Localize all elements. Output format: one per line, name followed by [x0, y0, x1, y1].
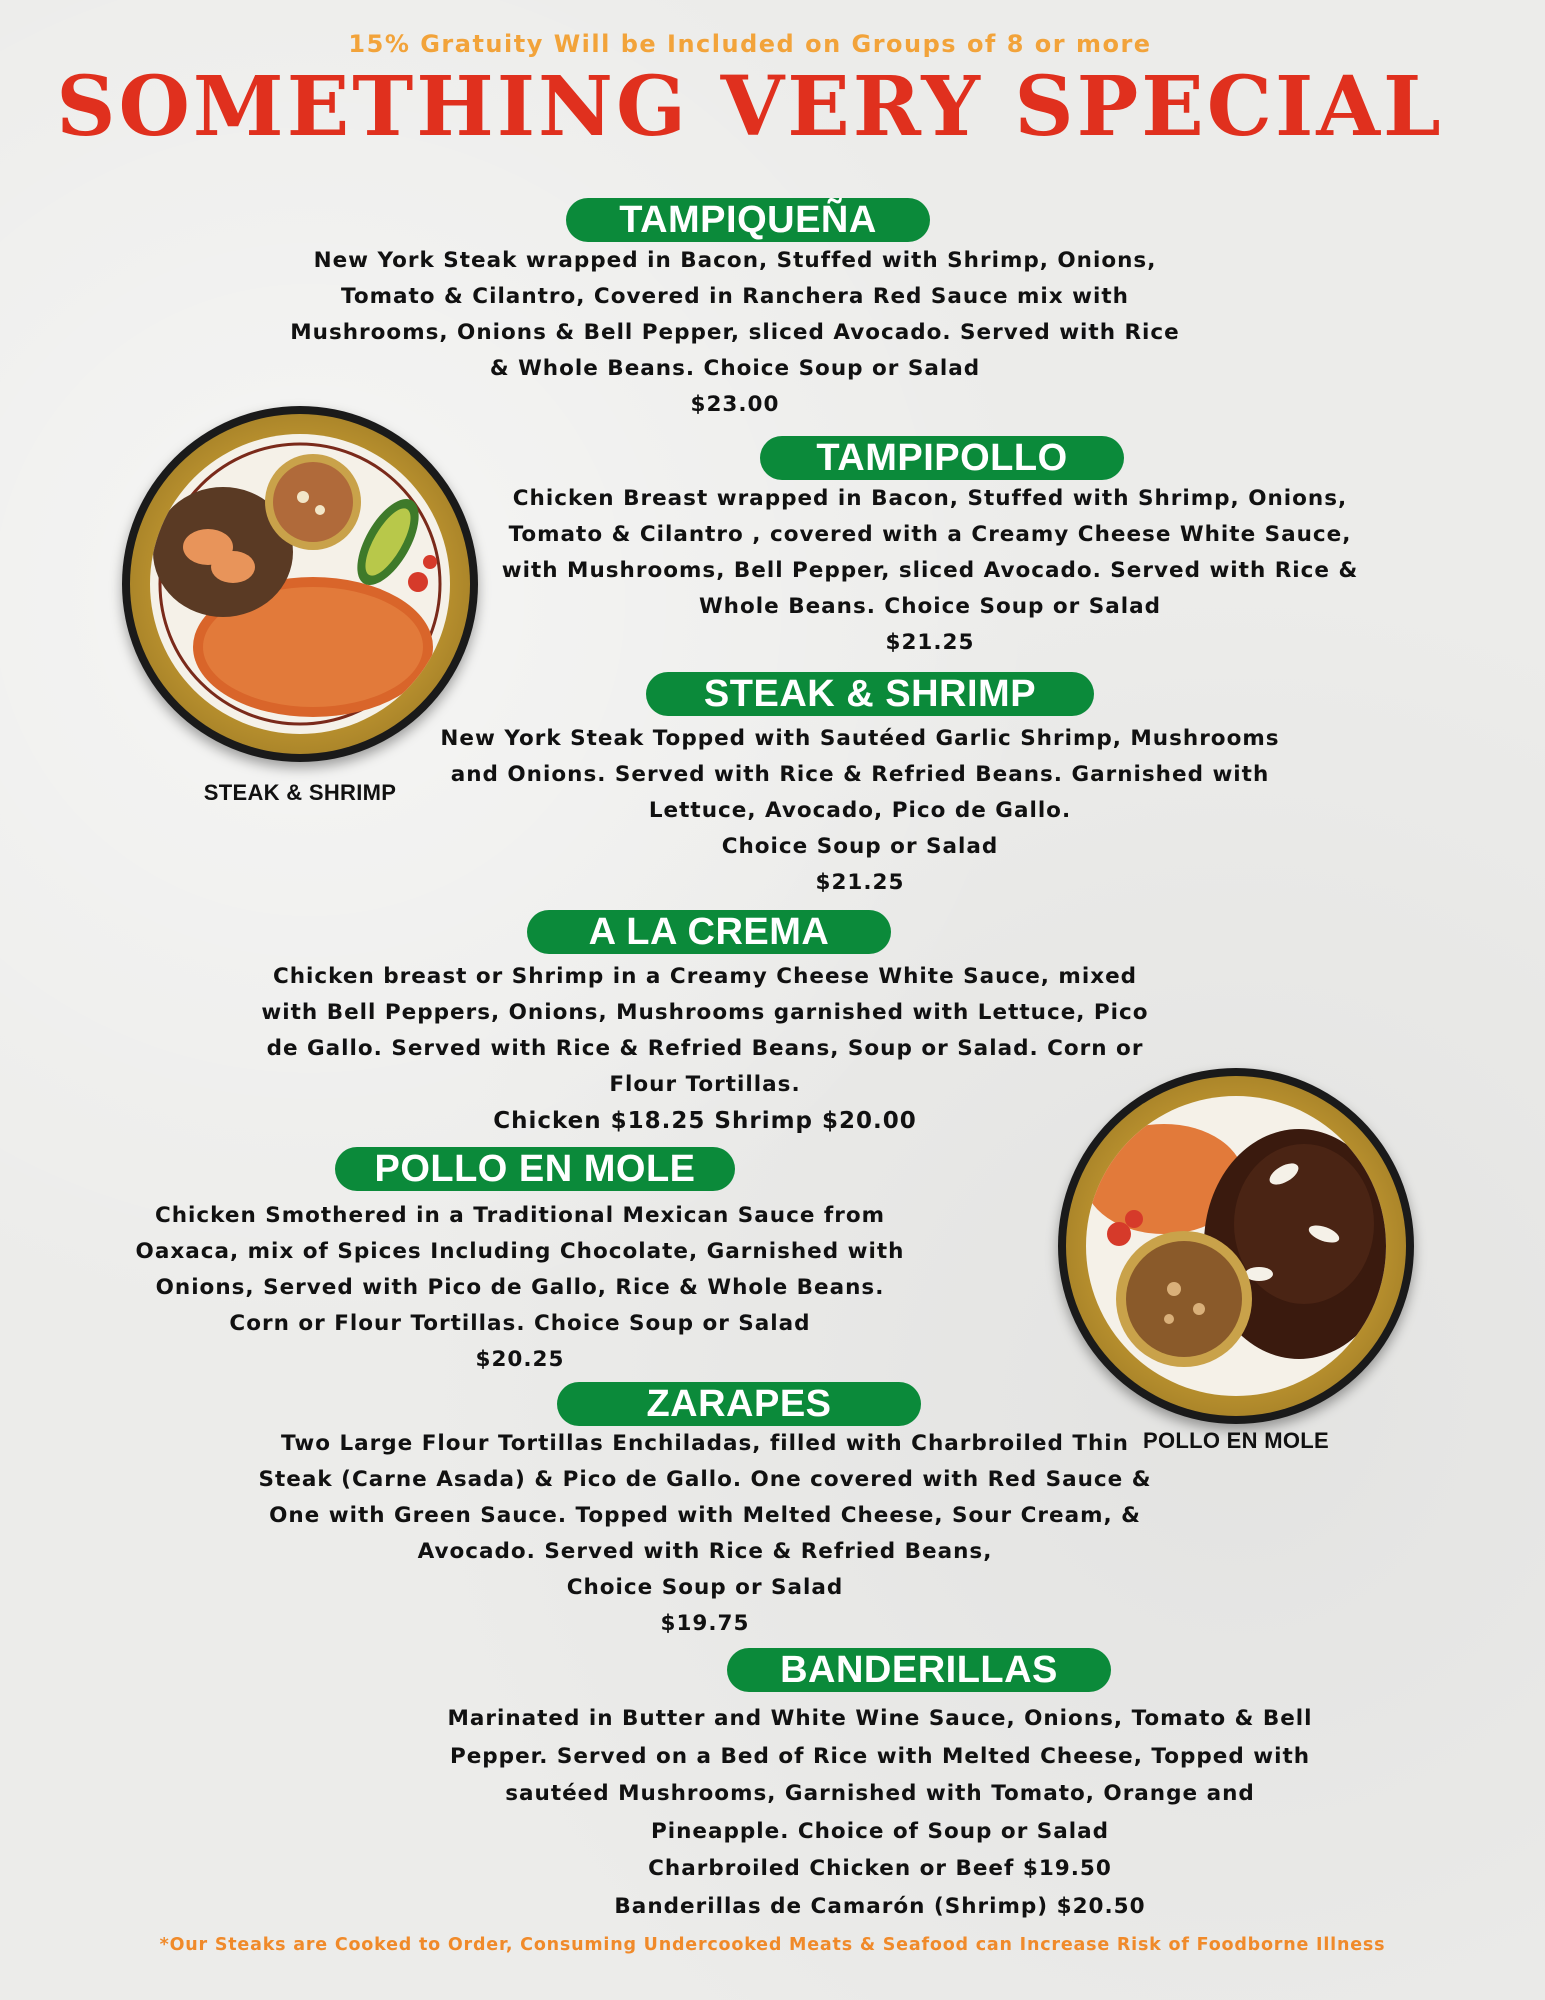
- photo-caption-steak-shrimp: STEAK & SHRIMP: [203, 780, 397, 805]
- item-title-banderillas: BANDERILLAS: [727, 1648, 1111, 1692]
- item-title-a-la-crema: A LA CREMA: [527, 910, 891, 954]
- pollo-en-mole-photo: [1058, 1068, 1414, 1424]
- photo-caption-pollo-en-mole: POLLO EN MOLE: [1142, 1428, 1329, 1453]
- item-description-tampipollo: Chicken Breast wrapped in Bacon, Stuffed with Shrimp, Onions, Tomato & Cilantro , covered with a Creamy Cheese White Sauce, with Mushrooms, Bell Pepper, sliced Avocado. Served with Rice & Whole Beans. Choice Soup or Salad $21.25: [480, 481, 1380, 661]
- item-description-steak-shrimp: New York Steak Topped with Sautéed Garlic Shrimp, Mushrooms and Onions. Served with Rice & Refried Beans. Garnished with Lettuce, Avocado, Pico de Gallo. Choice Soup or Salad $21.25: [420, 721, 1300, 901]
- item-title-pollo-en-mole: POLLO EN MOLE: [335, 1147, 735, 1191]
- item-title-zarapes: ZARAPES: [557, 1382, 921, 1426]
- page-title: SOMETHING VERY SPECIAL: [56, 59, 1444, 155]
- item-price: Banderillas de Camarón (Shrimp) $20.50: [614, 1893, 1146, 1919]
- item-price: $20.25: [475, 1347, 565, 1372]
- item-price: $23.00: [690, 392, 780, 417]
- item-price: $21.25: [815, 870, 905, 895]
- item-price: $21.25: [885, 630, 975, 655]
- item-description-zarapes: Two Large Flour Tortillas Enchiladas, filled with Charbroiled Thin Steak (Carne Asada) & Pico de Gallo. One covered with Red Sauce & One with Green Sauce. Topped with Melted Cheese, Sour Cream, & Avocado. Served with Rice & Refried Beans, Choice Soup or Salad $19.75: [240, 1426, 1170, 1642]
- pollo-en-mole-plate-illustration: [1074, 1084, 1398, 1408]
- item-title-steak-shrimp: STEAK & SHRIMP: [646, 672, 1094, 716]
- gratuity-notice: 15% Gratuity Will be Included on Groups of 8 or more: [348, 30, 1152, 58]
- item-price: $19.75: [660, 1611, 750, 1636]
- item-description-a-la-crema: Chicken breast or Shrimp in a Creamy Cheese White Sauce, mixed with Bell Peppers, Onions, Mushrooms garnished with Lettuce, Pico de Gallo. Served with Rice & Refried Beans, Soup or Salad. Corn or Flour Tortillas. Chicken $18.25 Shrimp $20.00: [240, 959, 1170, 1139]
- steak-shrimp-photo: [122, 406, 478, 762]
- food-safety-footnote: *Our Steaks are Cooked to Order, Consuming Undercooked Meats & Seafood can Increase Risk of Foodborne Illness: [159, 1935, 1386, 1955]
- item-title-tampipollo: TAMPIPOLLO: [760, 436, 1124, 480]
- steak-shrimp-plate-illustration: [138, 422, 462, 746]
- item-title-tampiquena: TAMPIQUEÑA: [566, 198, 930, 242]
- item-price: Chicken $18.25 Shrimp $20.00: [493, 1108, 917, 1134]
- item-description-tampiquena: New York Steak wrapped in Bacon, Stuffed with Shrimp, Onions, Tomato & Cilantro, Covered in Ranchera Red Sauce mix with Mushrooms, Onions & Bell Pepper, sliced Avocado. Served with Rice & Whole Beans. Choice Soup or Salad $23.00: [290, 243, 1180, 423]
- item-description-pollo-en-mole: Chicken Smothered in a Traditional Mexican Sauce from Oaxaca, mix of Spices Including Chocolate, Garnished with Onions, Served with Pico de Gallo, Rice & Whole Beans. Corn or Flour Tortillas. Choice Soup or Salad $20.25: [100, 1198, 940, 1378]
- item-description-banderillas: Marinated in Butter and White Wine Sauce, Onions, Tomato & Bell Pepper. Served on a Bed of Rice with Melted Cheese, Topped with sautéed Mushrooms, Garnished with Tomato, Orange and Pineapple. Choice of Soup or Salad Charbroiled Chicken or Beef $19.50 Banderillas de Camarón (Shrimp) $20.50: [430, 1700, 1330, 1925]
